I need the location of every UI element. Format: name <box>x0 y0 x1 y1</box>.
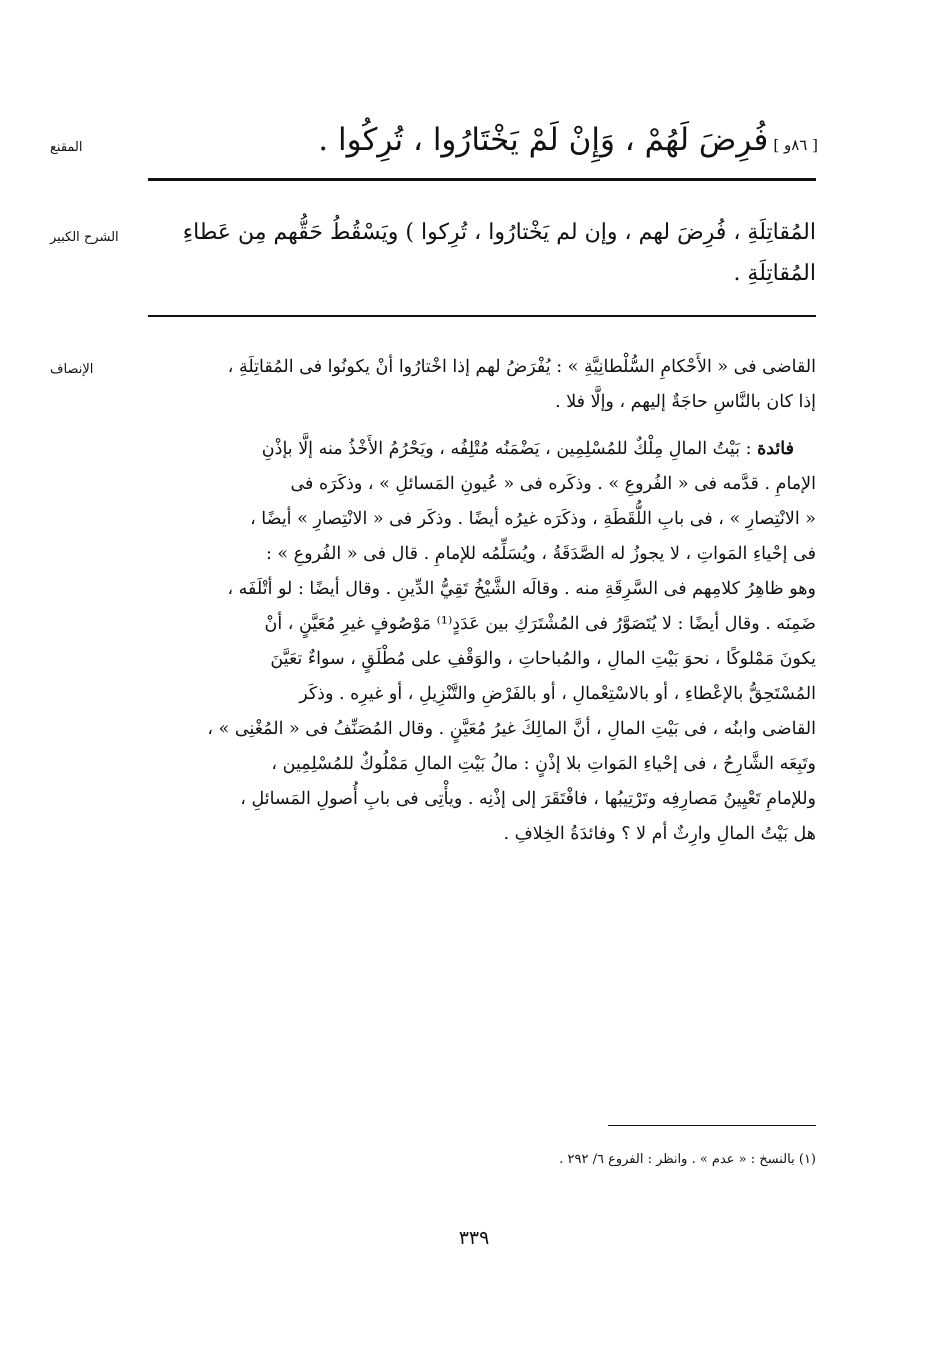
text-line: المُسْتَحِقُّ بالإعْطاءِ ، أو بالاسْتِعْمالِ ، أو بالفَرْضِ والتَّنْزِيلِ ، أو غيرِه . وذكَر <box>299 684 816 704</box>
folio-marker: [ ٨٦و ] <box>773 136 818 154</box>
sharh-margin-label: الشرح الكبير <box>50 230 119 245</box>
page-number: ٣٣٩ <box>458 1227 490 1249</box>
text-line: وللإمامِ تَعْيِينُ مَصارِفِه وتَرْتِيبُها ، فافْتَقَرَ إلى إذْنِه . ويأْتِى فى بابِ أُصولِ المَسائلِ ، <box>240 789 816 809</box>
insaf-para2 <box>136 432 816 852</box>
faida-label: فائدة <box>757 439 794 459</box>
header-rule <box>148 178 816 181</box>
text-line: وهو ظاهِرُ كلامِهم فى السَّرِقَةِ منه . وقالَه الشَّيْخُ تَقِيُّ الدِّينِ . وقال أيضًا : لو أتْلَفَه ، <box>227 579 816 599</box>
insaf-margin-label: الإنصاف <box>50 362 94 377</box>
text-line: القاضى فى « الأَحْكامِ السُّلْطانِيَّةِ » : يُفْرَضُ لهم إذا اخْتارُوا أنْ يكونُوا فى المُقاتِلَةِ ، <box>227 357 816 377</box>
text-span: : بَيْتُ المالِ مِلْكٌ للمُسْلِمِين ، يَضْمَنُه مُتْلِفُه ، ويَحْرُمُ الأَخْذُ منه إلَّا بإذْنِ <box>261 439 752 459</box>
text-line: وتَبِعَه الشَّارِحُ ، فى إحْياءِ المَواتِ بلا إذْنٍ : مالُ بَيْتِ المالِ مَمْلُوكٌ للمُسْلِمِين ، <box>271 754 816 774</box>
matn-header <box>118 122 818 158</box>
text-line: القاضى وابنُه ، فى بَيْتِ المالِ ، أنَّ المالِكَ غيرُ مُعَيَّنٍ . وقال المُصَنِّفُ فى « المُغْنِى » ، <box>207 719 816 739</box>
sharh-line: المُقاتِلَةِ ، فُرِضَ لهم ، وإن لم يَخْتارُوا ، تُرِكوا ) ويَسْقُطُ حَقُّهم مِن عَطاءِ <box>182 220 816 245</box>
footnote: (١) بالنسخ : « عدم » . وانظر : الفروع ٦/ ٢٩٢ . <box>559 1152 816 1167</box>
text-line: يكونَ مَمْلوكًا ، نحوَ بَيْتِ المالِ ، والمُباحاتِ ، والوَقْفِ على مُطْلَقٍ ، سواءٌ تعَيَّنَ <box>270 649 816 669</box>
text-line: « الانْتِصارِ » ، فى بابِ اللُّقَطَةِ ، وذكَرَه غيرُه أيضًا . وذكَر فى « الانْتِصارِ » أيضًا ، <box>250 509 816 529</box>
sharh-rule <box>148 315 816 317</box>
matn-text: فُرِضَ لَهُمْ ، وَإِنْ لَمْ يَخْتَارُوا ، تُرِكُوا . <box>318 122 769 158</box>
insaf-block <box>136 350 816 852</box>
text-line <box>136 432 816 467</box>
footnote-rule <box>608 1125 816 1126</box>
header-margin-label: المقنع <box>50 140 83 155</box>
text-line: الإمامِ . قدَّمه فى « الفُروعِ » . وذكَره فى « عُيونِ المَسائلِ » ، وذكَرَه فى <box>290 474 816 494</box>
text-line: فى إحْياءِ المَواتِ ، لا يجوزُ له الصَّدَقَةُ ، ويُسَلِّمُه للإمامِ . قال فى « الفُروعِ » : <box>265 544 816 564</box>
text-line: إذا كان بالنَّاسِ حاجَةٌ إليهم ، وإلَّا فلا . <box>555 392 816 412</box>
text-line: هل بَيْتُ المالِ وارِثٌ أم لا ؟ وفائدَةُ الخِلافِ . <box>503 824 816 844</box>
insaf-para1 <box>136 350 816 420</box>
text-line: ضَمِنَه . وقال أيضًا : لا يُتَصَوَّرُ فى المُشْتَرَكِ بين عَدَدٍ⁽¹⁾ مَوْصُوفٍ غيرِ مُعَيَّنٍ ، أنْ <box>264 614 816 634</box>
sharh-block <box>136 212 816 294</box>
sharh-line: المُقاتِلَةِ . <box>733 261 816 286</box>
